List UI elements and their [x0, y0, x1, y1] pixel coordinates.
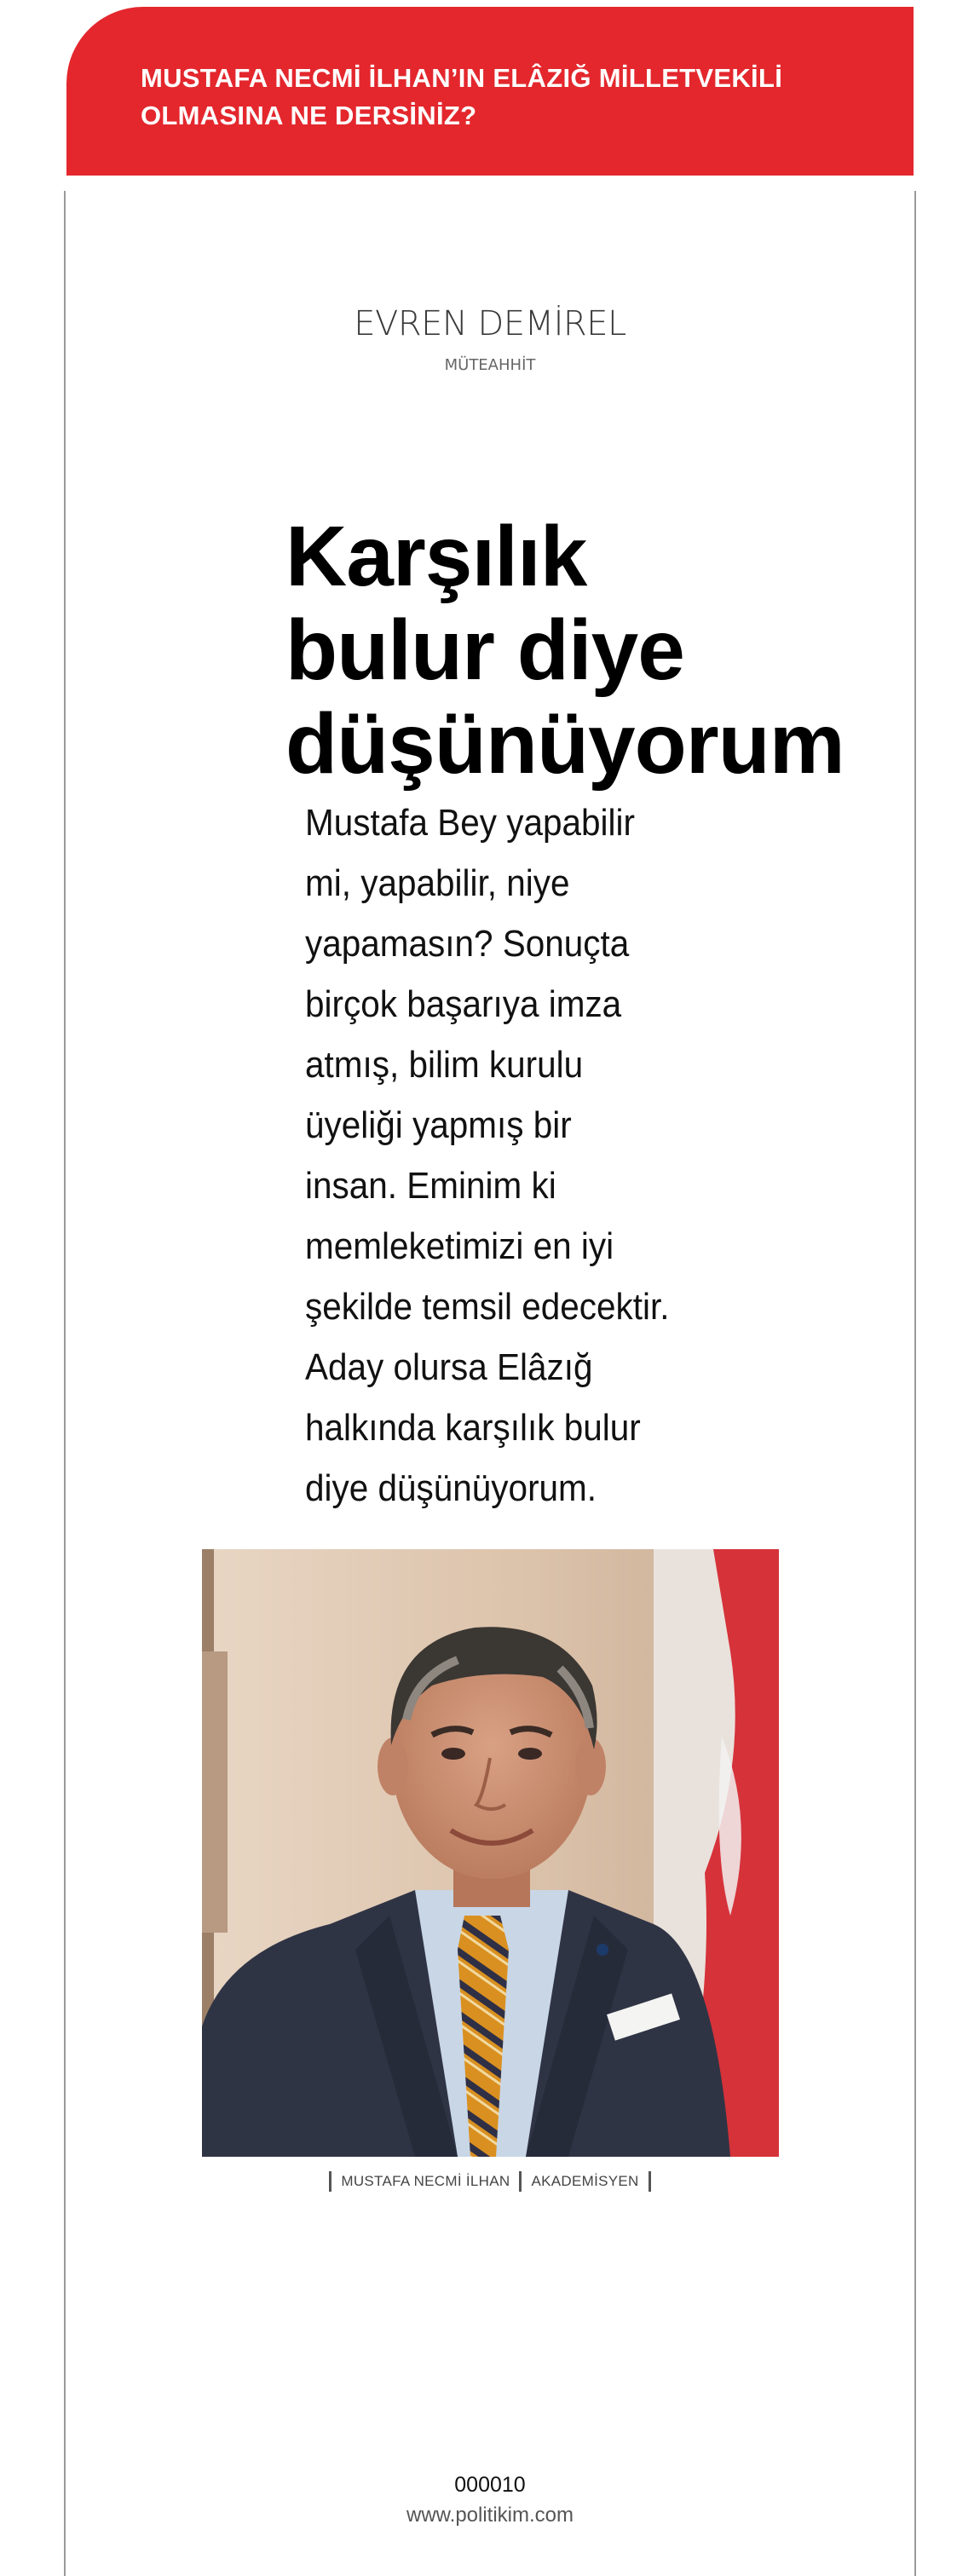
body-line: birçok başarıya imza — [305, 983, 622, 1025]
author-role: MÜTEAHHİT — [444, 356, 536, 374]
body-line: diye düşünüyorum. — [305, 1467, 597, 1509]
caption-name: MUSTAFA NECMİ İLHAN — [341, 2173, 510, 2189]
portrait-photo — [202, 1549, 779, 2157]
body-line: Aday olursa Elâzığ — [305, 1346, 593, 1388]
body-line: şekilde temsil edecektir. — [305, 1286, 670, 1328]
body-line: atmış, bilim kurulu — [305, 1044, 584, 1086]
page-number: 000010 — [454, 2473, 526, 2497]
body-line: halkında karşılık bulur — [305, 1407, 641, 1449]
banner-title-line-2: OLMASINA NE DERSİNİZ? — [141, 101, 477, 130]
body-line: yapamasın? Sonuçta — [305, 923, 630, 965]
portrait-illustration — [202, 1549, 779, 2157]
caption-title: AKADEMİSYEN — [531, 2173, 639, 2189]
headline-line: Karşılık — [285, 509, 587, 604]
body-line: insan. Eminim ki — [305, 1165, 556, 1207]
headline-line: düşünüyorum — [285, 696, 845, 792]
article-headline — [285, 509, 845, 792]
body-line: memleketimizi en iyi — [305, 1225, 614, 1267]
body-line: üyeliği yapmış bir — [305, 1104, 572, 1146]
caption-divider — [329, 2171, 331, 2192]
headline-line: bulur diye — [285, 602, 684, 698]
article-body — [305, 792, 744, 1519]
caption-divider — [649, 2171, 651, 2192]
question-banner — [66, 7, 914, 176]
caption-divider — [519, 2171, 522, 2192]
author-name: EVREN DEMİREL — [354, 304, 626, 343]
photo-caption — [0, 2171, 980, 2192]
body-line: mi, yapabilir, niye — [305, 862, 570, 904]
website-link[interactable]: www.politikim.com — [406, 2504, 574, 2527]
body-line: Mustafa Bey yapabilir — [305, 802, 636, 844]
banner-title-line-1: MUSTAFA NECMİ İLHAN’IN ELÂZIĞ MİLLETVEKİLİ — [141, 63, 783, 93]
